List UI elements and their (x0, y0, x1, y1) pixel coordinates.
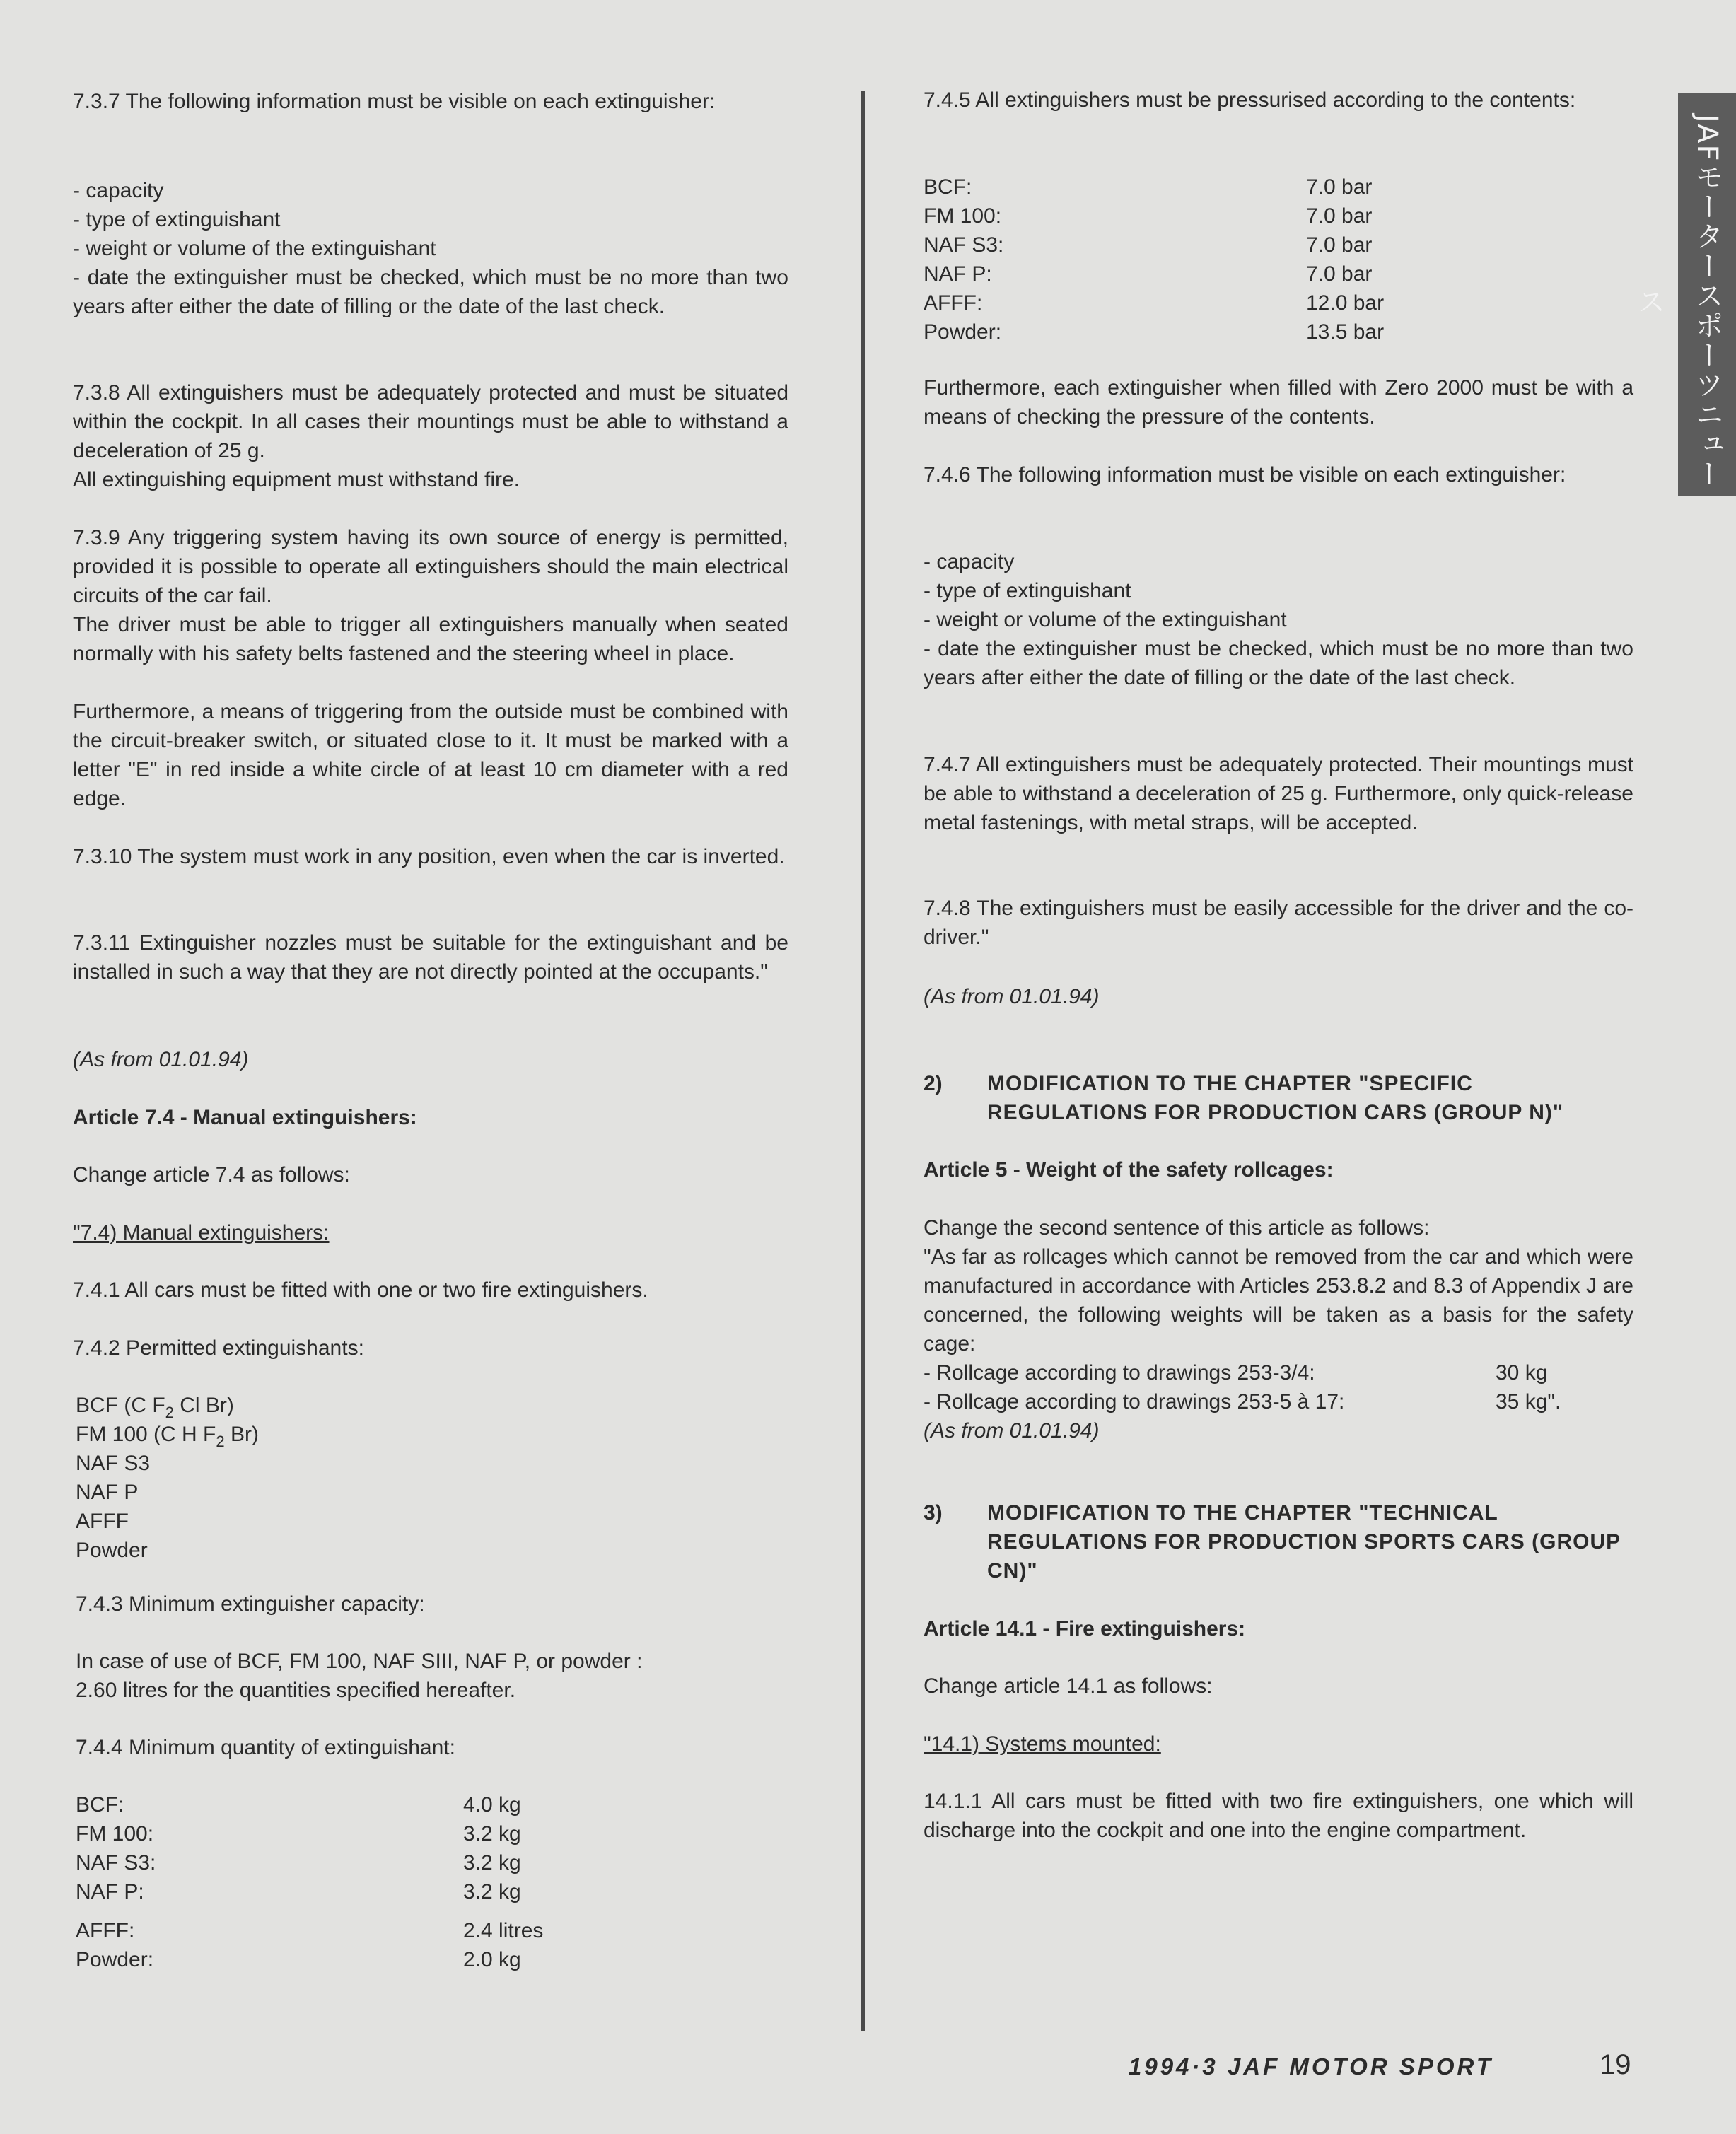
page-number: 19 (1600, 2049, 1631, 2080)
rollcage-table (924, 1358, 1633, 1416)
article-5-text: "As far as rollcages which cannot be removed from the car and which were manufactured in accordance with Articles 253.8.2 and 8.3 of Appendix J are concerned, the following weights will be taken as a basis for the safety cage: (924, 1245, 1633, 1355)
table-row: NAF P: 7.0 bar (924, 262, 1373, 286)
paragraph-7-3-11: 7.3.11 Extinguisher nozzles must be suitable for the extinguishant and be installed in such a way that they are not directly pointed at the occupants." (73, 931, 788, 984)
list-item: - capacity (924, 550, 1015, 573)
paragraph-7-3-9b: The driver must be able to trigger all extinguishers manually when seated normally with his safety belts fastened and the steering wheel in place. (73, 613, 788, 665)
paragraph-7-4-1: 7.4.1 All cars must be fitted with one or two fire extinguishers. (73, 1278, 648, 1302)
list-item: - weight or volume of the extinguishant (924, 608, 1287, 631)
list-7-3-7 (73, 176, 788, 321)
article-7-4-title: "7.4) Manual extinguishers: (73, 1221, 330, 1244)
paragraph-7-4-7: 7.4.7 All extinguishers must be adequately protected. Their mountings must be able to withstand a deceleration of 25 g. Furthermore, only quick-release metal fastenings, with metal straps, will be accepted. (924, 753, 1633, 834)
quantity-table (76, 1790, 791, 1974)
extinguishant-list (76, 1391, 791, 1565)
sidebar-tab-label: JAFモータースポーツニュース (1633, 115, 1723, 489)
table-row: - Rollcage according to drawings 253-3/4: 30 kg (924, 1361, 1548, 1384)
table-row: BCF: 7.0 bar (924, 175, 1373, 199)
article-5-heading: Article 5 - Weight of the safety rollcages: (924, 1158, 1334, 1182)
table-row: AFFF: 12.0 bar (924, 291, 1385, 315)
table-row: NAF S3: 7.0 bar (924, 233, 1373, 257)
paragraph-7-4-5: 7.4.5 All extinguishers must be pressurised according to the contents: (924, 88, 1576, 112)
list-item: - date the extinguisher must be checked, which must be no more than two years after either the date of filling or the date of the last check. (924, 637, 1633, 689)
column-divider (861, 91, 865, 2031)
paragraph-7-4-6: 7.4.6 The following information must be visible on each extinguisher: (924, 463, 1566, 486)
list-item: - weight or volume of the extinguishant (73, 237, 436, 260)
article-5-change: Change the second sentence of this article as follows: (924, 1216, 1430, 1240)
table-row: AFFF: 2.4 litres (76, 1919, 544, 1942)
list-item: NAF P (76, 1481, 139, 1504)
paragraph-7-3-8: 7.3.8 All extinguishers must be adequately protected and must be situated within the cockpit. In all cases their mountings must be able to withstand a deceleration of 25 g. (73, 381, 788, 462)
list-item: - capacity (73, 179, 164, 202)
article-7-4-heading: Article 7.4 - Manual extinguishers: (73, 1106, 417, 1129)
paragraph-7-3-7: 7.3.7 The following information must be visible on each extinguisher: (73, 90, 716, 113)
section-3-heading (924, 1498, 1633, 1585)
list-item: Powder (76, 1539, 148, 1562)
paragraph-7-3-8b: All extinguishing equipment must withstand fire. (73, 468, 520, 491)
list-item: AFFF (76, 1510, 129, 1533)
as-from-note: (As from 01.01.94) (924, 985, 1100, 1008)
table-row: FM 100: 3.2 kg (76, 1822, 521, 1846)
sidebar-tab (1633, 93, 1736, 496)
paragraph-7-4-5b: Furthermore, each extinguisher when filled with Zero 2000 must be with a means of checking the pressure of the contents. (924, 376, 1633, 428)
pressure-table (924, 173, 1633, 346)
table-row: NAF P: 3.2 kg (76, 1880, 521, 1903)
list-item: - type of extinguishant (924, 579, 1131, 602)
article-14-1-change: Change article 14.1 as follows: (924, 1674, 1213, 1698)
paragraph-7-4-3: 7.4.3 Minimum extinguisher capacity: (76, 1592, 425, 1616)
as-from-note: (As from 01.01.94) (73, 1048, 249, 1071)
list-item: FM 100 (C H $F_2$ Br) (76, 1423, 259, 1450)
list-item: - type of extinguishant (73, 208, 281, 231)
list-item: BCF (C $F_2$ Cl Br) (76, 1394, 234, 1421)
list-item: - date the extinguisher must be checked, which must be no more than two years after either the date of filling or the date of the last check. (73, 266, 788, 318)
table-row: FM 100: 7.0 bar (924, 204, 1373, 228)
paragraph-14-1-1: 14.1.1 All cars must be fitted with two fire extinguishers, one which will discharge into the cockpit and one into the engine compartment. (924, 1790, 1633, 1842)
article-14-1-heading: Article 14.1 - Fire extinguishers: (924, 1617, 1246, 1640)
table-row: Powder: 13.5 bar (924, 320, 1385, 344)
table-row: NAF S3: 3.2 kg (76, 1851, 521, 1874)
paragraph-7-4-3c: 2.60 litres for the quantities specified hereafter. (76, 1679, 516, 1702)
paragraph-7-4-4: 7.4.4 Minimum quantity of extinguishant: (76, 1736, 455, 1759)
paragraph-7-3-9c: Furthermore, a means of triggering from the outside must be combined with the circuit-breaker switch, or situated close to it. It must be marked with a letter "E" in red inside a white circle of at least 10 cm diameter with a red edge. (73, 700, 788, 810)
paragraph-7-4-8: 7.4.8 The extinguishers must be easily accessible for the driver and the co-driver." (924, 897, 1633, 949)
paragraph-7-3-10: 7.3.10 The system must work in any position, even when the car is inverted. (73, 845, 785, 868)
section-number: 2) (924, 1072, 943, 1095)
section-number: 3) (924, 1501, 943, 1524)
table-row: Powder: 2.0 kg (76, 1948, 521, 1971)
article-14-1-title: "14.1) Systems mounted: (924, 1732, 1161, 1756)
list-item: NAF S3 (76, 1452, 151, 1475)
table-row: - Rollcage according to drawings 253-5 à 17: 35 kg". (924, 1390, 1561, 1413)
section-2-heading (924, 1069, 1633, 1127)
paragraph-7-4-2: 7.4.2 Permitted extinguishants: (73, 1336, 364, 1360)
table-row: BCF: 4.0 kg (76, 1793, 521, 1817)
as-from-note: (As from 01.01.94) (924, 1419, 1100, 1442)
paragraph-7-4-3b: In case of use of BCF, FM 100, NAF SIII, NAF P, or powder : (76, 1650, 643, 1673)
section-title: MODIFICATION TO THE CHAPTER "SPECIFIC REGULATIONS FOR PRODUCTION CARS (GROUP N)" (987, 1072, 1564, 1124)
magazine-title: 1994·3 JAF MOTOR SPORT (1129, 2053, 1493, 2080)
paragraph-7-3-9a: 7.3.9 Any triggering system having its own source of energy is permitted, provided it is possible to operate all extinguishers should the main electrical circuits of the car fail. (73, 526, 788, 607)
article-7-4-change: Change article 7.4 as follows: (73, 1163, 350, 1186)
section-title: MODIFICATION TO THE CHAPTER "TECHNICAL REGULATIONS FOR PRODUCTION SPORTS CARS (GROUP CN)" (987, 1501, 1621, 1582)
list-7-4-6 (924, 547, 1633, 692)
